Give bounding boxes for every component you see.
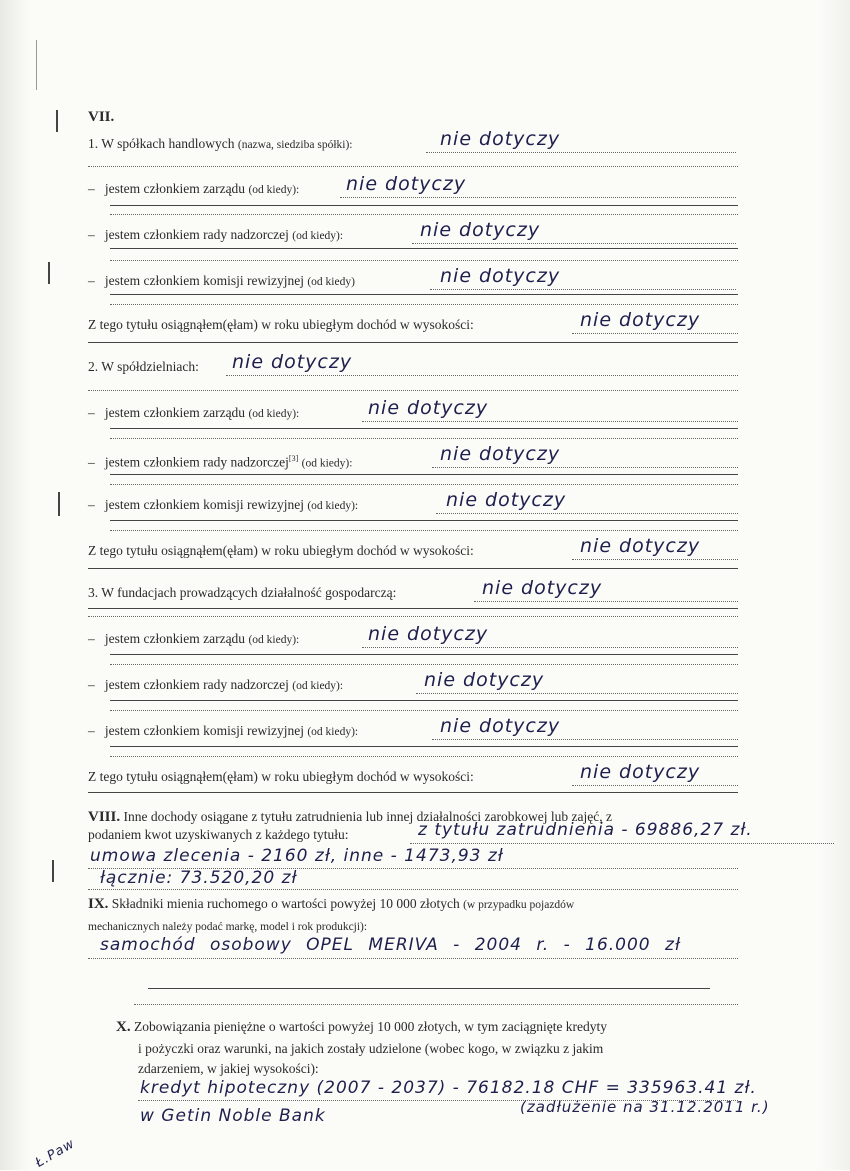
underline bbox=[110, 520, 738, 521]
dotted-line bbox=[430, 289, 736, 290]
s1-board-answer: nie dotyczy bbox=[346, 173, 467, 195]
s1-board-row: – jestem członkiem zarządu (od kiedy): bbox=[88, 181, 300, 196]
dotted-line bbox=[110, 710, 738, 711]
underline bbox=[110, 205, 738, 206]
dotted-line bbox=[572, 785, 738, 786]
s2-supervisory-answer: nie dotyczy bbox=[440, 443, 561, 465]
section-10-heading: X. bbox=[116, 1019, 131, 1035]
s3-income-label: Z tego tytułu osiągnąłem(ęłam) w roku ubiegłym dochód w wysokości: bbox=[88, 769, 474, 784]
dotted-line bbox=[432, 467, 738, 468]
section-10-text-3: zdarzeniem, w jakiej wysokości): bbox=[138, 1061, 319, 1076]
dotted-line bbox=[572, 559, 738, 560]
section-8-answer-1: z tytułu zatrudnienia - 69886,27 zł. bbox=[418, 820, 753, 840]
dotted-line bbox=[110, 214, 738, 215]
margin-mark bbox=[56, 110, 58, 132]
underline bbox=[110, 654, 738, 655]
section-9-text-1: IX. Składniki mienia ruchomego o wartości powyżej 10 000 złotych (w przypadku pojazdów bbox=[88, 896, 575, 912]
dotted-line bbox=[110, 304, 738, 305]
dotted-line bbox=[88, 958, 738, 959]
s3-answer: nie dotyczy bbox=[482, 577, 603, 599]
s3-supervisory-answer: nie dotyczy bbox=[424, 669, 545, 691]
s2-income-answer: nie dotyczy bbox=[580, 535, 701, 557]
section-9-heading: IX. bbox=[88, 896, 109, 912]
s1-income-answer: nie dotyczy bbox=[580, 309, 701, 331]
underline bbox=[88, 792, 738, 793]
s1-audit-row: – jestem członkiem komisji rewizyjnej (od kiedy) bbox=[88, 273, 355, 288]
dotted-line bbox=[410, 843, 834, 844]
s2-board-answer: nie dotyczy bbox=[368, 397, 489, 419]
s1-audit-answer: nie dotyczy bbox=[440, 265, 561, 287]
section-8-answer-3: łącznie: 73.520,20 zł bbox=[100, 868, 298, 888]
underline bbox=[110, 294, 738, 295]
s3-audit-row: – jestem członkiem komisji rewizyjnej (od kiedy): bbox=[88, 723, 359, 738]
s2-audit-answer: nie dotyczy bbox=[446, 489, 567, 511]
s1-answer: nie dotyczy bbox=[440, 128, 561, 150]
s2-supervisory-row: – jestem członkiem rady nadzorczej[3] (od kiedy): bbox=[88, 454, 353, 470]
s1-label: 1. W spółkach handlowych (nazwa, siedziba spółki): bbox=[88, 136, 353, 151]
dotted-line bbox=[110, 530, 738, 531]
margin-mark bbox=[52, 860, 54, 882]
section-9-text-2: mechanicznych należy podać markę, model i rok produkcji): bbox=[88, 921, 368, 933]
dotted-line bbox=[110, 260, 738, 261]
s1-income-label: Z tego tytułu osiągnąłem(ęłam) w roku ubiegłym dochód w wysokości: bbox=[88, 317, 474, 332]
s1-supervisory-answer: nie dotyczy bbox=[420, 219, 541, 241]
s3-board-row: – jestem członkiem zarządu (od kiedy): bbox=[88, 631, 300, 646]
dotted-line bbox=[88, 390, 738, 391]
section-10-answer-3: (zadłużenie na 31.12.2011 r.) bbox=[520, 1098, 770, 1116]
s2-answer: nie dotyczy bbox=[232, 351, 353, 373]
margin-mark bbox=[48, 262, 50, 284]
dotted-line bbox=[572, 333, 738, 334]
underline bbox=[88, 342, 738, 343]
s2-board-row: – jestem członkiem zarządu (od kiedy): bbox=[88, 405, 300, 420]
dotted-line bbox=[416, 693, 738, 694]
section-10-text-1: X. Zobowiązania pieniężne o wartości powyżej 10 000 złotych, w tym zaciągnięte kredyty bbox=[116, 1019, 608, 1035]
dotted-line bbox=[110, 484, 738, 485]
section-10-answer-1: kredyt hipoteczny (2007 - 2037) - 76182.18 CHF = 335963.41 zł. bbox=[140, 1078, 757, 1098]
s1-supervisory-row: – jestem członkiem rady nadzorczej (od kiedy): bbox=[88, 227, 344, 242]
section-8-answer-2: umowa zlecenia - 2160 zł, inne - 1473,93 zł bbox=[90, 846, 504, 866]
s3-income-answer: nie dotyczy bbox=[580, 761, 701, 783]
underline bbox=[110, 700, 738, 701]
section-10-text-2: i pożyczki oraz warunki, na jakich zostały udzielone (wobec kogo, w związku z jakim bbox=[138, 1041, 604, 1056]
dotted-line bbox=[134, 1004, 738, 1005]
s3-label: 3. W fundacjach prowadzących działalność gospodarczą: bbox=[88, 585, 397, 600]
section-8-heading: VIII. bbox=[88, 809, 121, 825]
section-9-answer: samochód osobowy OPEL MERIVA - 2004 r. - 16.000 zł bbox=[100, 935, 681, 955]
s2-audit-row: – jestem członkiem komisji rewizyjnej (od kiedy): bbox=[88, 497, 359, 512]
dotted-line bbox=[426, 152, 736, 153]
dotted-line bbox=[88, 889, 738, 890]
dotted-line bbox=[88, 166, 738, 167]
signature-initials: Ł.Paw bbox=[33, 1136, 78, 1171]
section-10-answer-2: w Getin Noble Bank bbox=[140, 1106, 326, 1126]
underline bbox=[110, 248, 738, 249]
dotted-line bbox=[436, 513, 738, 514]
margin-mark bbox=[58, 492, 60, 516]
dotted-line bbox=[412, 243, 736, 244]
section-8-text-2: podaniem kwot uzyskiwanych z każdego tytułu: bbox=[88, 827, 349, 842]
dotted-line bbox=[110, 438, 738, 439]
margin-mark bbox=[36, 40, 37, 90]
dotted-line bbox=[110, 756, 738, 757]
dotted-line bbox=[432, 739, 738, 740]
dotted-line bbox=[362, 421, 738, 422]
underline bbox=[110, 474, 738, 475]
dotted-line bbox=[110, 664, 738, 665]
underline bbox=[110, 428, 738, 429]
section-7-heading: VII. bbox=[88, 109, 115, 125]
underline bbox=[110, 746, 738, 747]
dotted-line bbox=[88, 616, 738, 617]
s3-supervisory-row: – jestem członkiem rady nadzorczej (od kiedy): bbox=[88, 677, 344, 692]
underline bbox=[88, 608, 738, 609]
underline bbox=[88, 568, 738, 569]
s2-income-label: Z tego tytułu osiągnąłem(ęłam) w roku ubiegłym dochód w wysokości: bbox=[88, 543, 474, 558]
dotted-line bbox=[340, 197, 736, 198]
s3-board-answer: nie dotyczy bbox=[368, 623, 489, 645]
dotted-line bbox=[362, 647, 738, 648]
section-8-text-1: VIII. Inne dochody osiągane z tytułu zatrudnienia lub innej działalności zarobkowej lub zajęć, z bbox=[88, 809, 612, 825]
dotted-line bbox=[226, 375, 738, 376]
underline bbox=[148, 988, 710, 989]
s3-audit-answer: nie dotyczy bbox=[440, 715, 561, 737]
s2-label: 2. W spółdzielniach: bbox=[88, 359, 199, 374]
dotted-line bbox=[474, 601, 738, 602]
